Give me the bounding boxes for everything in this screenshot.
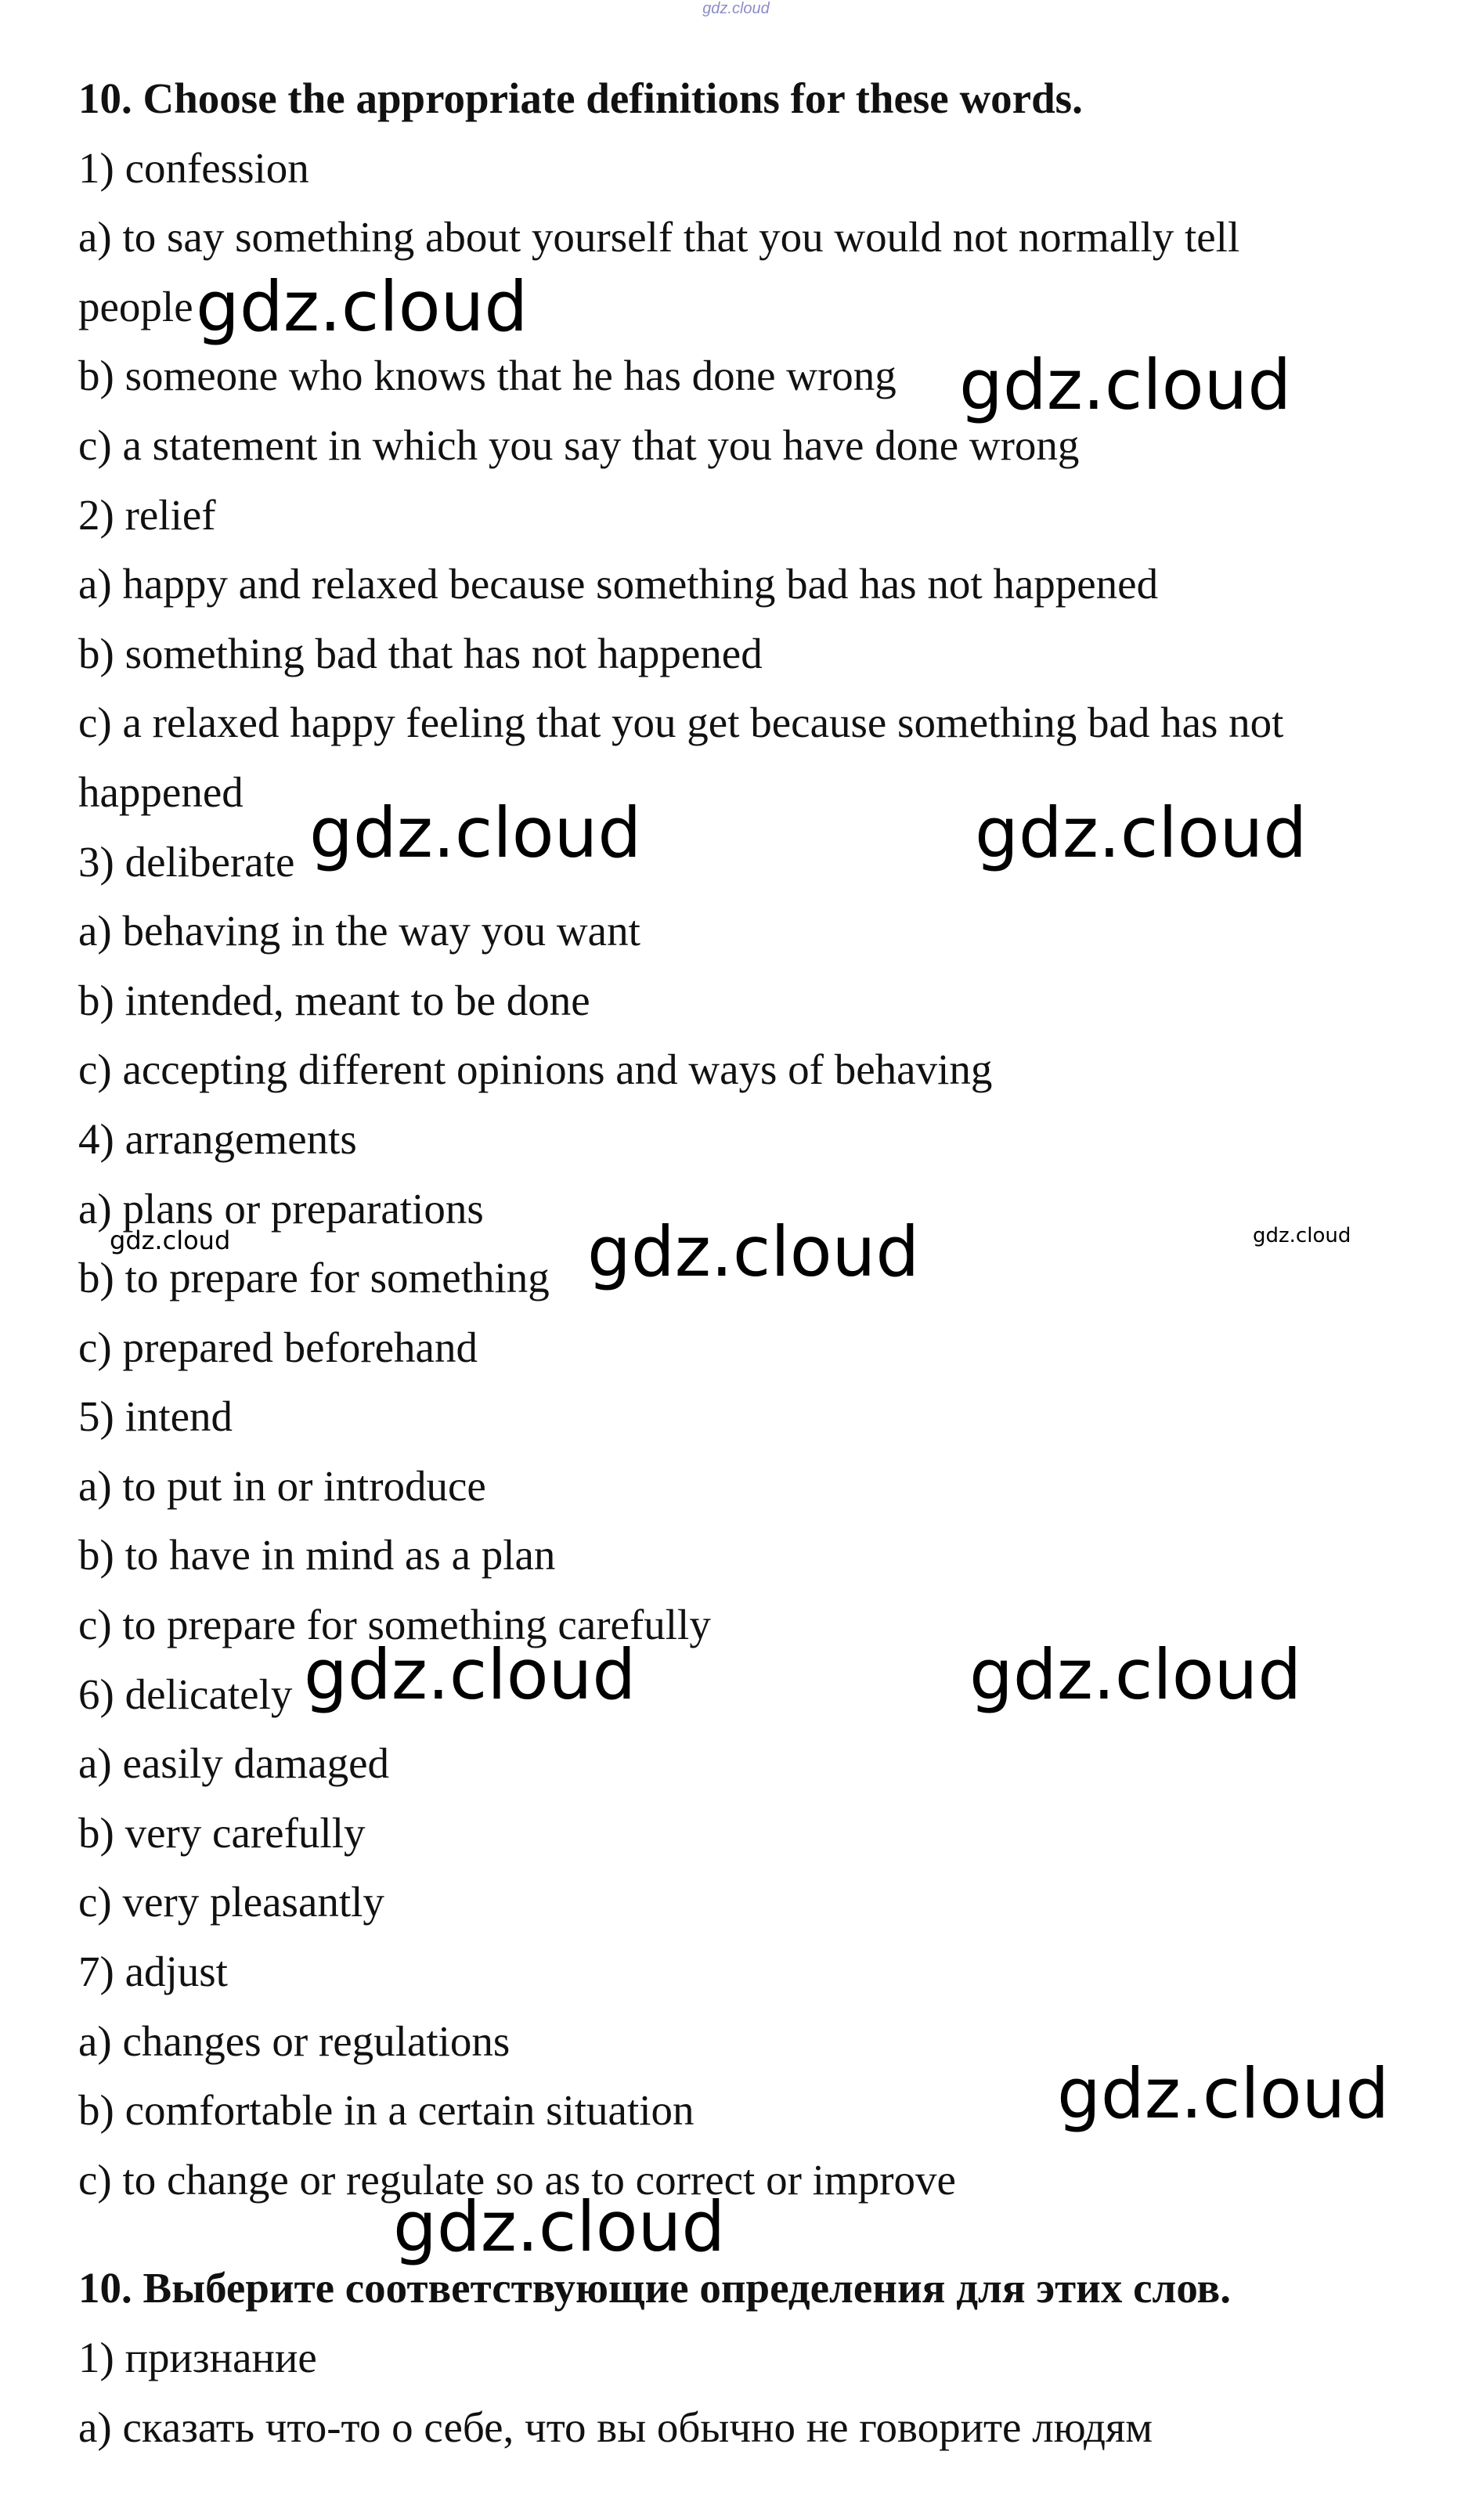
text-line: a) plans or preparations <box>78 1184 484 1233</box>
watermark: gdz.cloud <box>110 1226 231 1255</box>
watermark: gdz.cloud <box>587 1211 920 1292</box>
text-line: a) changes or regulations <box>78 2016 511 2065</box>
text-line: b) someone who knows that he has done wrong <box>78 352 897 400</box>
text-line: 1) confession <box>78 143 309 192</box>
text-line: 4) arrangements <box>78 1114 357 1163</box>
text-line: c) very pleasantly <box>78 1878 384 1926</box>
text-line: 6) delicately <box>78 1670 293 1718</box>
text-line: а) сказать что-то о себе, что вы обычно не говорите людям <box>78 2403 1153 2451</box>
text-line: a) easily damaged <box>78 1739 390 1788</box>
text-line: 5) intend <box>78 1392 233 1441</box>
watermark: gdz.cloud <box>959 345 1292 425</box>
text-line: b) intended, meant to be done <box>78 976 590 1024</box>
text-line: 3) deliberate <box>78 837 295 886</box>
watermark: gdz.cloud <box>393 2186 726 2267</box>
section-gap <box>78 2215 1425 2254</box>
text-line: a) to put in or introduce <box>78 1461 486 1510</box>
text-line: happened <box>78 767 244 816</box>
text-line: b) something bad that has not happened <box>78 629 763 677</box>
text-line: b) to prepare for something <box>78 1254 550 1302</box>
text-line: c) a statement in which you say that you have done wrong <box>78 421 1080 469</box>
watermark: gdz.cloud <box>196 266 529 347</box>
text-line: b) to have in mind as a plan <box>78 1531 556 1580</box>
text-line: c) to change or regulate so as to correct or improve <box>78 2155 956 2204</box>
exercise-heading-en: 10. Choose the appropriate definitions for these words. <box>78 74 1083 122</box>
watermark: gdz.cloud <box>1253 1224 1351 1247</box>
text-line: c) prepared beforehand <box>78 1323 478 1371</box>
text-line: a) happy and relaxed because something bad has not happened <box>78 560 1159 608</box>
watermark: gdz.cloud <box>309 792 642 873</box>
text-line: c) a relaxed happy feeling that you get because something bad has not <box>78 699 1284 747</box>
text-line: b) very carefully <box>78 1808 366 1857</box>
watermark: gdz.cloud <box>969 1634 1302 1715</box>
text-line: c) to prepare for something carefully <box>78 1601 711 1649</box>
text-line: 2) relief <box>78 490 216 539</box>
text-line: 7) adjust <box>78 1948 228 1996</box>
exercise-heading-ru: 10. Выберите соответствующие определения для этих слов. <box>78 2264 1231 2312</box>
text-line: c) accepting different opinions and ways of behaving <box>78 1045 993 1094</box>
text-line: people <box>78 282 193 330</box>
text-line: a) to say something about yourself that you would not normally tell <box>78 213 1240 262</box>
watermark: gdz.cloud <box>304 1634 637 1715</box>
header-watermark: gdz.cloud <box>702 0 770 17</box>
text-line: b) comfortable in a certain situation <box>78 2086 695 2135</box>
text-line: a) behaving in the way you want <box>78 907 640 955</box>
watermark: gdz.cloud <box>975 792 1308 873</box>
watermark: gdz.cloud <box>1057 2053 1390 2134</box>
text-line: 1) признание <box>78 2334 317 2381</box>
